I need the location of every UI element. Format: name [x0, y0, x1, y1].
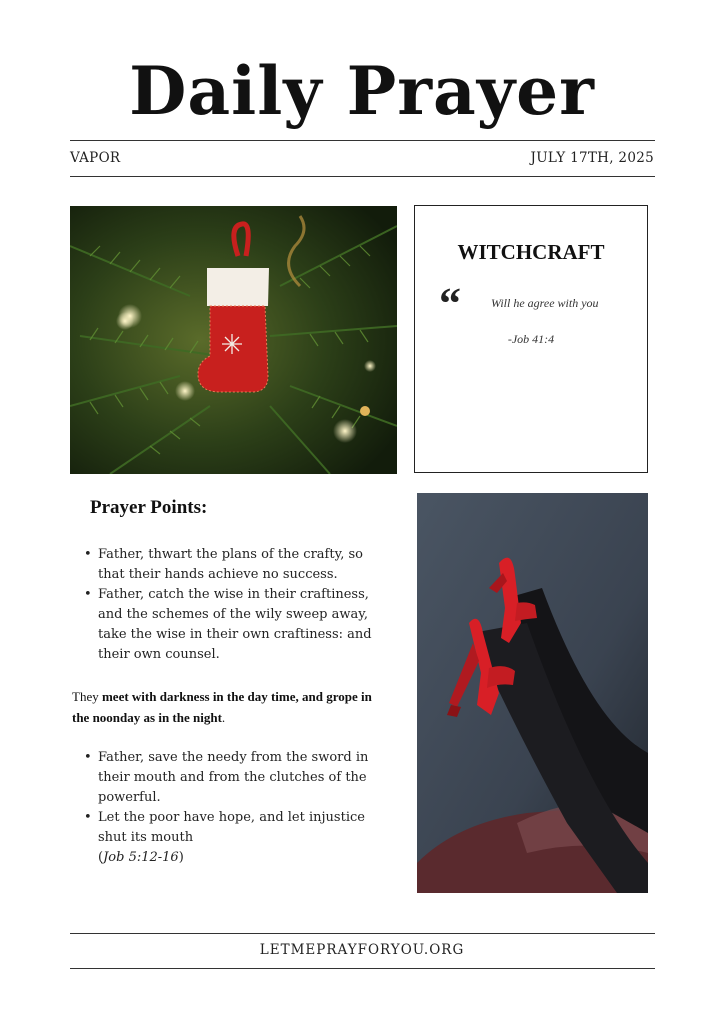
list-item: • Father, catch the wise in their craftiness, and the schemes of the wily sweep away, take the wise in their own craftiness: and their own counsel. [84, 587, 372, 662]
quote-text: Will he agree with you [491, 296, 599, 310]
quote-box-title: WITCHCRAFT [457, 240, 605, 264]
page-title: Daily Prayer [129, 52, 595, 130]
red-heels-photo [417, 493, 648, 893]
list-item: • Father, save the needy from the sword in their mouth and from the clutches of the powerful. [84, 750, 369, 805]
quote-box [414, 205, 648, 473]
stocking-illustration [70, 206, 397, 474]
scripture-reference: (Job 5:12-16) [98, 850, 184, 865]
heels-illustration [417, 493, 648, 893]
footer-top-rule [70, 933, 655, 934]
bullet-icon: • [84, 810, 92, 825]
prayer-points-list-2 [70, 748, 390, 868]
christmas-stocking-photo [70, 206, 397, 474]
prayer-points-heading: Prayer Points: [90, 497, 208, 518]
header-top-rule [70, 140, 655, 141]
header-date: JULY 17TH, 2025 [530, 150, 654, 166]
bullet-icon: • [84, 547, 92, 562]
footer-bottom-rule [70, 968, 655, 969]
bullet-icon: • [84, 750, 92, 765]
quote-reference: -Job 41:4 [507, 332, 555, 346]
header-left-label: VAPOR [70, 150, 121, 166]
list-item: • Father, thwart the plans of the crafty, so that their hands achieve no success. [84, 547, 363, 582]
bullet-icon: • [84, 587, 92, 602]
list-item: • Let the poor have hope, and let injustice shut its mouth [84, 810, 365, 845]
quote-mark-icon: “ [439, 279, 461, 328]
header-bottom-rule [70, 176, 655, 177]
prayer-points-list-1 [70, 545, 390, 665]
footer-site: LETMEPRAYFORYOU.ORG [259, 942, 465, 958]
scripture-paragraph: They meet with darkness in the day time, and grope in the noonday as in the night. [72, 689, 372, 725]
